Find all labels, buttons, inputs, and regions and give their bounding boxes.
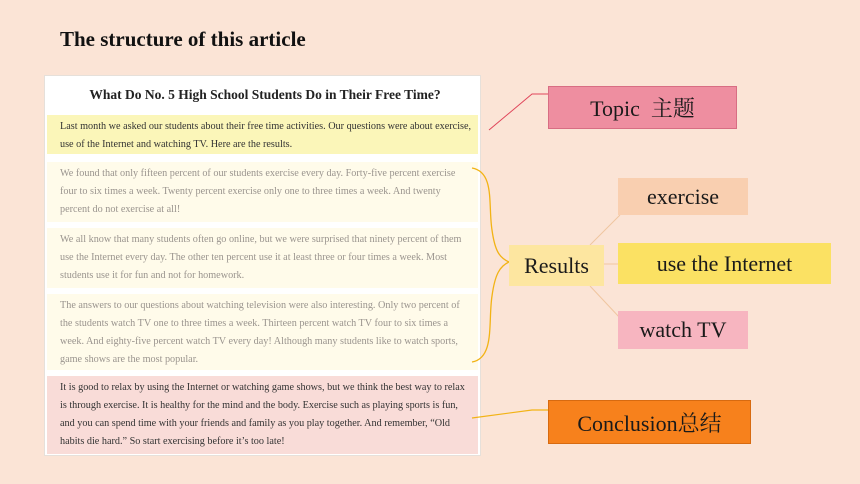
exercise-label-box: exercise — [618, 178, 748, 215]
article-title: What Do No. 5 High School Students Do in Their Free Time? — [89, 87, 441, 102]
results-paragraph-exercise: We found that only fifteen percent of our students exercise every day. Forty-five percent exercise four to six times a week. Twenty percent exercise only one to three times a week. And twenty percent do not exercise at all! — [47, 162, 478, 222]
internet-label-box: use the Internet — [618, 243, 831, 284]
topic-connector — [489, 94, 548, 130]
conclusion-label-box: Conclusion总结 — [548, 400, 751, 444]
results-label-box: Results — [509, 245, 604, 286]
conclusion-connector — [472, 410, 548, 418]
tv-label-box: watch TV — [618, 311, 748, 349]
slide-title: The structure of this article — [60, 27, 306, 51]
topic-paragraph: Last month we asked our students about their free time activities. Our questions were about exercise, use of the Internet and watching TV. Here are the results. — [47, 115, 478, 154]
results-to-tv — [590, 286, 620, 318]
results-paragraph-tv: The answers to our questions about watching television were also interesting. Only two percent of the students watch TV one to three times a week. Thirteen percent watch TV four to six times a week. And eighty-five percent watch TV every day! Although many students like to watch sports, game shows are the most popular. — [47, 294, 478, 370]
results-brace — [472, 168, 509, 362]
results-paragraph-internet: We all know that many students often go online, but we were surprised that ninety percent of them use the Internet every day. The other ten percent use it at least three or four times a week. Most students use it for fun and not for homework. — [47, 228, 478, 288]
results-to-exercise — [590, 215, 620, 245]
conclusion-paragraph: It is good to relax by using the Internet or watching game shows, but we think the best way to relax is through exercise. It is healthy for the mind and the body. Exercise such as playing sports is fun, and you can spend time with your friends and family as you play together. And remember, “Old habits die hard.” So start exercising before it’s too late! — [47, 376, 478, 454]
topic-label-box: Topic 主题 — [548, 86, 737, 129]
